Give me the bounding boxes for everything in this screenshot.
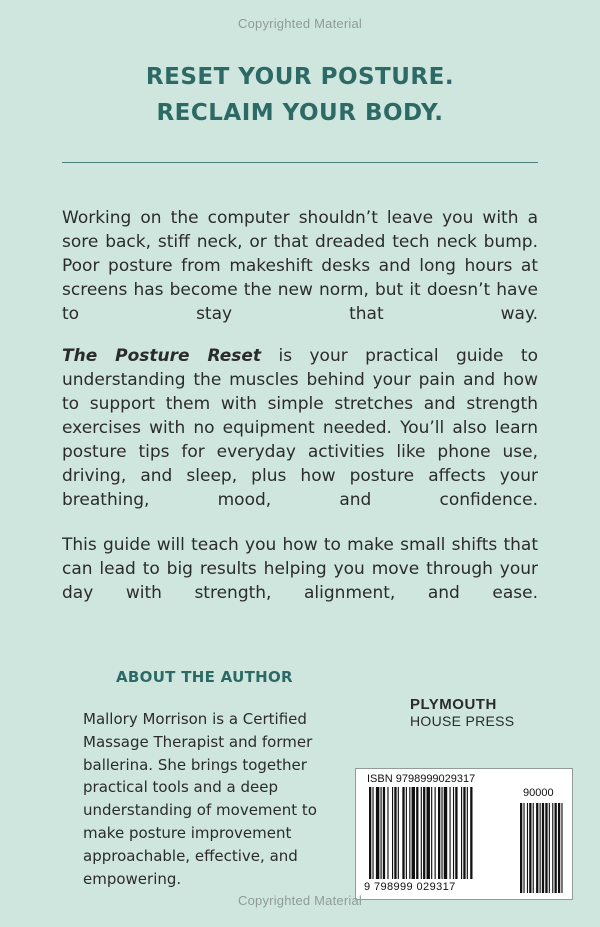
barcode-addon-bar xyxy=(545,803,547,893)
barcode-bar xyxy=(455,787,457,879)
barcode-bar xyxy=(421,787,422,879)
barcode-addon-bar xyxy=(549,803,550,893)
barcode-bar xyxy=(470,787,472,879)
barcode-bar xyxy=(406,787,407,879)
barcode-bar xyxy=(392,787,393,879)
isbn-label: ISBN 9798999029317 xyxy=(367,773,476,785)
barcode-bar xyxy=(381,787,382,879)
publisher-name-line-1: PLYMOUTH xyxy=(410,696,497,713)
description-paragraph-2-text: is your practical guide to understanding the muscles behind your pain and how to support them with simple stretches and strength exercises with no equipment needed. You’ll also learn posture tips for everyday activities like phone use, driving, and sleep, plus how posture affects your breathing, mood, and confidence. xyxy=(62,346,539,510)
barcode-price-addon: 90000 xyxy=(523,787,554,799)
barcode-addon-bar xyxy=(529,803,531,893)
barcode-bar xyxy=(438,787,440,879)
barcode-addon-bar xyxy=(527,803,528,893)
barcode-addon-bar xyxy=(536,803,538,893)
copyright-watermark-top: Copyrighted Material xyxy=(238,16,362,31)
book-title: The Posture Reset xyxy=(62,346,262,366)
barcode-bar xyxy=(383,787,385,879)
publisher-logo xyxy=(410,696,514,729)
author-bio: Mallory Morrison is a Certified Massage Therapist and former ballerina. She brings together practical tools and a deep understanding of movement to make posture improvement approachable, effective, and empowering. xyxy=(83,710,317,888)
barcode-bar xyxy=(394,787,396,879)
isbn-barcode xyxy=(355,768,573,900)
barcode-bar xyxy=(431,787,432,879)
barcode-bar xyxy=(369,787,371,879)
barcode-addon-bar xyxy=(523,803,524,893)
barcode-addon-bar xyxy=(558,803,560,893)
barcode-addon-bar xyxy=(520,803,522,893)
description-paragraph-3: This guide will teach you how to make small shifts that can lead to big results helping you move through your day with strength, alignment, and ease. xyxy=(62,535,538,603)
barcode-bar xyxy=(409,787,410,879)
barcode-bar xyxy=(453,787,454,879)
description-paragraph-2 xyxy=(62,344,538,536)
barcode-bar xyxy=(402,787,404,879)
barcode-bar xyxy=(450,787,451,879)
barcode-addon-bar xyxy=(555,803,557,893)
barcode-bar xyxy=(441,787,442,879)
barcode-bar xyxy=(427,787,430,879)
barcode-bar xyxy=(376,787,379,879)
description-paragraph-1: Working on the computer shouldn’t leave you with a sore back, stiff neck, or that dreaded tech neck bump. Poor posture from makeshift desks and long hours at screens has become the new norm, but it doesn’t have to stay that way. xyxy=(62,208,538,324)
barcode-bar xyxy=(444,787,447,879)
barcode-bar xyxy=(435,787,436,879)
barcode-bar xyxy=(412,787,415,879)
copyright-watermark-bottom: Copyrighted Material xyxy=(238,893,362,908)
headline-line-1: RESET YOUR POSTURE. xyxy=(145,64,455,90)
barcode-bar xyxy=(372,787,373,879)
barcode-digits: 9 798999 029317 xyxy=(364,881,456,893)
barcode-addon-bar xyxy=(540,803,541,893)
barcode-bar xyxy=(387,787,388,879)
barcode-bar xyxy=(398,787,399,879)
barcode-bar xyxy=(463,787,465,879)
barcode-bar xyxy=(416,787,418,879)
barcode-bar xyxy=(423,787,425,879)
barcode-addon-bar xyxy=(533,803,534,893)
divider xyxy=(62,162,538,163)
barcode-addon-bar xyxy=(552,803,553,893)
publisher-name-line-2: HOUSE PRESS xyxy=(410,713,515,729)
about-author-heading: ABOUT THE AUTHOR xyxy=(116,668,293,686)
barcode-addon-bar xyxy=(561,803,562,893)
barcode-bar xyxy=(461,787,462,879)
barcode-bar xyxy=(467,787,468,879)
barcode-addon-bar xyxy=(542,803,544,893)
headline-line-2: RECLAIM YOUR BODY. xyxy=(156,100,444,126)
